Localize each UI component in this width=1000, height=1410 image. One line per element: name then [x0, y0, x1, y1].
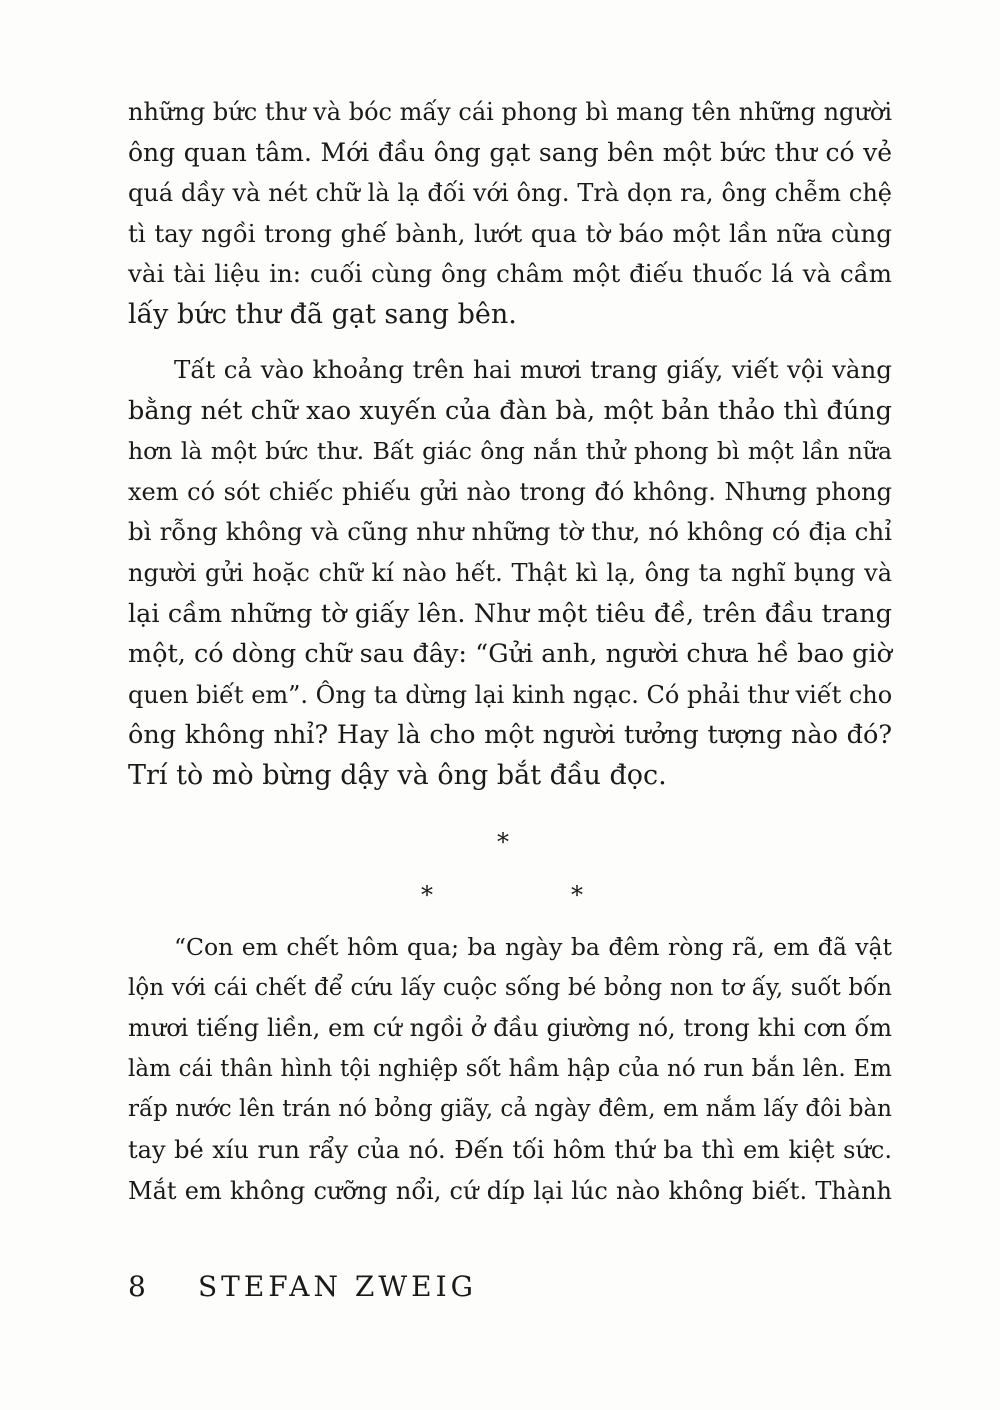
separator-asterisk: * [571, 881, 583, 909]
text-line: lấy bức thư đã gạt sang bên. [128, 298, 517, 330]
paragraph-1 [128, 92, 892, 336]
text-line: bì rỗng không và cũng như những tờ thư, nó không có địa chỉ [128, 517, 892, 547]
text-line: Trí tò mò bừng dậy và ông bắt đầu đọc. [128, 759, 667, 791]
author-name: STEFAN ZWEIG [198, 1270, 478, 1303]
text-line: bằng nét chữ xao xuyến của đàn bà, một bản thảo thì đúng [128, 395, 892, 426]
text-line: tì tay ngồi trong ghế bành, lướt qua tờ báo một lần nữa cùng [128, 218, 892, 248]
text-line: xem có sót chiếc phiếu gửi nào trong đó không. Nhưng phong [128, 477, 892, 506]
text-line: làm cái thân hình tội nghiệp sốt hầm hập của nó run bắn lên. Em [128, 1055, 892, 1082]
text-line: lộn với cái chết để cứu lấy cuộc sống bé bỏng non tơ ấy, suốt bốn [128, 974, 892, 1001]
text-line: quá dầy và nét chữ là lạ đối với ông. Trà dọn ra, ông chễm chệ [128, 179, 892, 208]
text-line: ông quan tâm. Mới đầu ông gạt sang bên một bức thư có vẻ [128, 137, 892, 167]
text-line: rấp nước lên trán nó bỏng giãy, cả ngày đêm, em nắm lấy đôi bàn [128, 1096, 892, 1123]
separator-asterisk: * [421, 881, 433, 909]
text-line: Tất cả vào khoảng trên hai mươi trang giấy, viết vội vàng [174, 355, 892, 384]
page-footer [128, 1270, 477, 1303]
text-line: quen biết em”. Ông ta dừng lại kinh ngạc. Có phải thư viết cho [128, 680, 893, 709]
text-line: mươi tiếng liền, em cứ ngồi ở đầu giường nó, trong khi cơn ốm [128, 1014, 892, 1043]
text-line: Mắt em không cưỡng nổi, cứ díp lại lúc nào không biết. Thành [128, 1176, 892, 1205]
separator-asterisk: * [497, 828, 509, 856]
text-line: “Con em chết hôm qua; ba ngày ba đêm ròng rã, em đã vật [174, 933, 892, 961]
text-line: vài tài liệu in: cuối cùng ông châm một điếu thuốc lá và cầm [128, 259, 892, 289]
text-line: người gửi hoặc chữ kí nào hết. Thật kì lạ, ông ta nghĩ bụng và [128, 558, 892, 587]
page-number: 8 [128, 1270, 146, 1303]
text-line: những bức thư và bóc mấy cái phong bì mang tên những người [128, 98, 892, 126]
text-line: tay bé xíu run rẩy của nó. Đến tối hôm thứ ba thì em kiệt sức. [128, 1135, 892, 1164]
text-line: một, có dòng chữ sau đây: “Gửi anh, người chưa hề bao giờ [128, 639, 892, 670]
paragraph-2 [128, 350, 892, 797]
paragraph-3 [128, 927, 892, 1211]
text-line: ông không nhỉ? Hay là cho một người tưởng tượng nào đó? [128, 720, 892, 751]
text-line: lại cầm những tờ giấy lên. Như một tiêu đề, trên đầu trang [128, 598, 892, 629]
text-line: hơn là một bức thư. Bất giác ông nắn thử phong bì một lần nữa [128, 437, 892, 466]
